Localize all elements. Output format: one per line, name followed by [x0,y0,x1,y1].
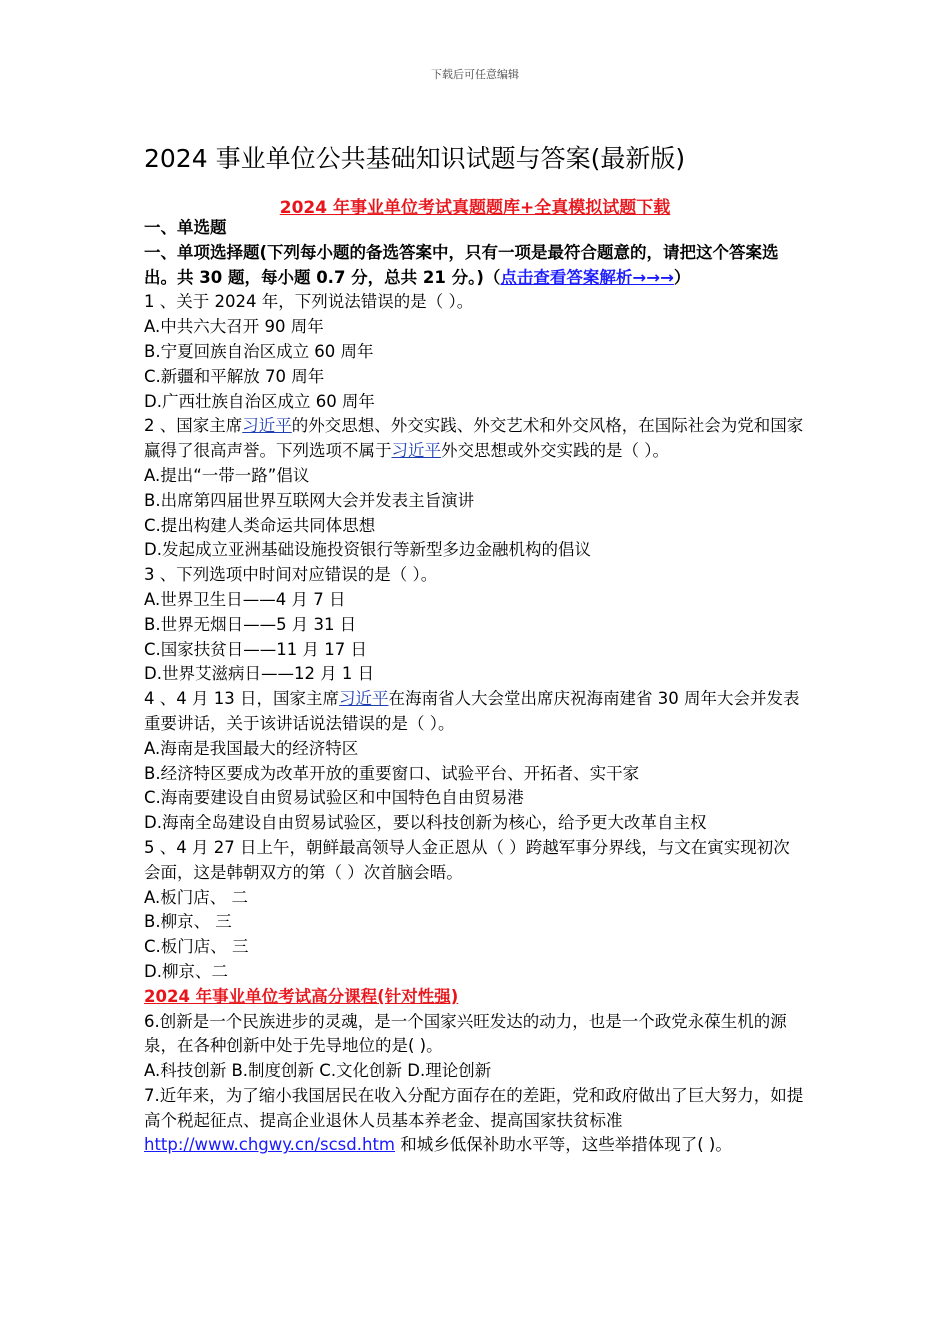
q4-option-c: C.海南要建设自由贸易试验区和中国特色自由贸易港 [144,788,524,808]
q4-text-part2: 在海南省人大会堂出席庆祝海南建省 30 周年大会并发表重要讲话，关于该讲话说法错误的是（ ）。 [144,689,800,733]
q5-option-b: B.柳京、 三 [144,912,232,932]
header-note: 下载后可任意编辑 [431,68,519,81]
question-7-stem [144,1084,806,1158]
q3-option-a: A.世界卫生日——4 月 7 日 [144,589,346,609]
question-3-stem: 3 、下列选项中时间对应错误的是（ ）。 [144,565,438,585]
q7-url-link[interactable]: http://www.chgwy.cn/scsd.htm [144,1135,395,1155]
q4-option-a: A.海南是我国最大的经济特区 [144,738,359,758]
instructions-text: 一、单项选择题(下列每小题的备选答案中，只有一项是最符合题意的，请把这个答案选出。共 30 题，每小题 0.7 分，总共 21 分。)（ [144,242,779,287]
question-2-stem [144,414,806,464]
promo-link-mid-line [144,985,806,1010]
q2-text-part1: 2 、国家主席 [144,416,243,436]
q2-name-link-1[interactable]: 习近平 [242,416,292,436]
question-1-stem: 1 、关于 2024 年，下列说法错误的是（ ）。 [144,292,474,312]
q2-option-d: D.发起成立亚洲基础设施投资银行等新型多边金融机构的倡议 [144,540,591,560]
q2-option-c: C.提出构建人类命运共同体思想 [144,515,376,535]
q4-name-link[interactable]: 习近平 [338,689,389,709]
section-heading: 一、单选题 [144,218,227,237]
q1-option-a: A.中共六大召开 90 周年 [144,317,324,337]
q6-options: A.科技创新 B.制度创新 C.文化创新 D.理论创新 [144,1061,492,1081]
question-6-stem: 6.创新是一个民族进步的灵魂，是一个国家兴旺发达的动力，也是一个政党永葆生机的源泉，在各种创新中处于先导地位的是( )。 [144,1011,787,1056]
document-title: 2024 事业单位公共基础知识试题与答案(最新版) [144,144,686,173]
q5-option-a: A.板门店、 二 [144,887,248,907]
document-body [144,216,806,1158]
q1-option-b: B.宁夏回族自治区成立 60 周年 [144,341,374,361]
q2-option-b: B.出席第四届世界互联网大会并发表主旨演讲 [144,490,475,510]
promo-link-mid[interactable]: 2024 年事业单位考试高分课程(针对性强) [144,986,459,1006]
q2-text-part3: 外交思想或外交实践的是（ ）。 [441,441,669,461]
q4-option-b: B.经济特区要成为改革开放的重要窗口、试验平台、开拓者、实干家 [144,763,640,783]
q3-option-d: D.世界艾滋病日——12 月 1 日 [144,664,375,684]
q3-option-b: B.世界无烟日——5 月 31 日 [144,614,357,634]
question-5-stem: 5 、4 月 27 日上午，朝鲜最高领导人金正恩从（ ）跨越军事分界线，与文在寅实现初次会面，这是韩朝双方的第（ ）次首脑会晤。 [144,837,790,882]
q4-option-d: D.海南全岛建设自由贸易试验区，要以科技创新为核心，给予更大改革自主权 [144,813,707,833]
q2-option-a: A.提出“一带一路”倡议 [144,465,310,485]
q4-text-part1: 4 、4 月 13 日，国家主席 [144,689,339,709]
q7-text-part2: 和城乡低保补助水平等，这些举措体现了( )。 [395,1135,732,1155]
q2-text-part2: 的外交思想、外交实践、外交艺术和外交风格，在国际社会为党和国家赢得了很高声誉。下列选项不属于 [144,416,804,461]
instructions-close: ） [673,267,691,287]
q3-option-c: C.国家扶贫日——11 月 17 日 [144,639,367,659]
promo-link-top[interactable]: 2024 年事业单位考试真题题库+全真模拟试题下载 [279,198,671,218]
q1-option-d: D.广西壮族自治区成立 60 周年 [144,391,375,411]
q1-option-c: C.新疆和平解放 70 周年 [144,366,325,386]
answer-analysis-link[interactable]: 点击查看答案解析→→→ [500,267,674,287]
q5-option-d: D.柳京、二 [144,961,228,981]
q2-name-link-2[interactable]: 习近平 [391,441,441,461]
instructions [144,241,806,291]
q7-text-part1: 7.近年来，为了缩小我国居民在收入分配方面存在的差距，党和政府做出了巨大努力，如提高个税起征点、提高企业退休人员基本养老金、提高国家扶贫标准 [144,1085,804,1130]
question-4-stem [144,687,806,737]
q5-option-c: C.板门店、 三 [144,937,249,957]
